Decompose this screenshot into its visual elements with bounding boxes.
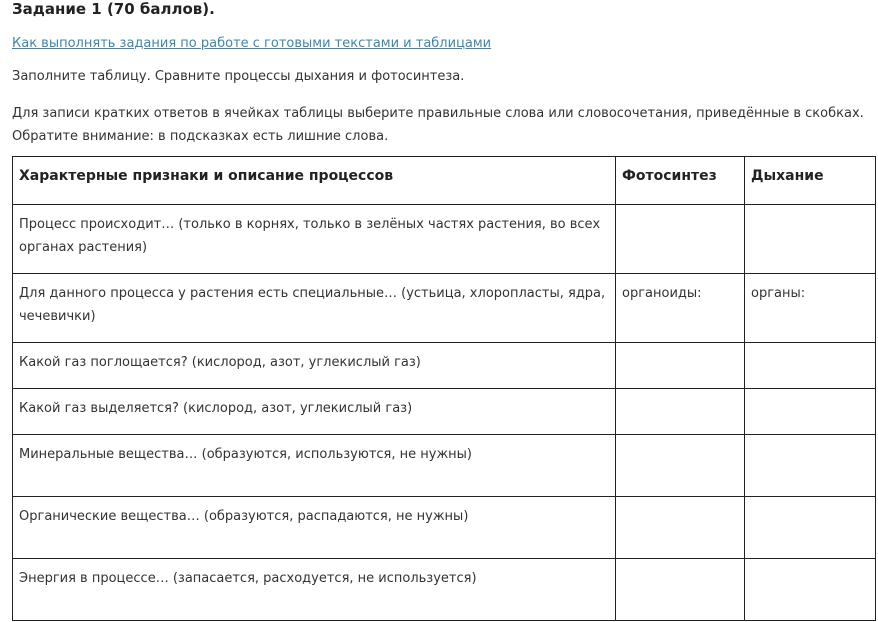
photosynthesis-answer-cell[interactable]: органоиды: (616, 274, 745, 343)
respiration-answer-cell[interactable] (745, 343, 876, 389)
table-header-row (13, 157, 876, 205)
row-question: Органические вещества… (образуются, распадаются, не нужны) (13, 497, 616, 559)
row-question: Энергия в процессе… (запасается, расходуется, не используется) (13, 559, 616, 621)
respiration-answer-cell[interactable] (745, 497, 876, 559)
respiration-answer-cell[interactable]: органы: (745, 274, 876, 343)
header-photosynthesis: Фотосинтез (616, 157, 745, 205)
respiration-answer-cell[interactable] (745, 559, 876, 621)
help-link[interactable]: Как выполнять задания по работе с готовыми текстами и таблицами (12, 36, 492, 51)
comparison-table (12, 156, 876, 621)
row-question: Процесс происходит… (только в корнях, только в зелёных частях растения, во всех органах растения) (13, 205, 616, 274)
photosynthesis-answer-cell[interactable] (616, 435, 745, 497)
photosynthesis-answer-cell[interactable] (616, 343, 745, 389)
respiration-answer-cell[interactable] (745, 389, 876, 435)
row-question: Минеральные вещества… (образуются, используются, не нужны) (13, 435, 616, 497)
table-row (13, 274, 876, 343)
respiration-answer-cell[interactable] (745, 205, 876, 274)
table-row (13, 343, 876, 389)
task-title: Задание 1 (70 баллов). (12, 0, 215, 18)
header-respiration: Дыхание (745, 157, 876, 205)
instruction-details: Для записи кратких ответов в ячейках таблицы выберите правильные слова или словосочетания, приведённые в скобках. Обратите внимание: в подсказках есть лишние слова. (12, 106, 864, 144)
header-features: Характерные признаки и описание процессов (13, 157, 616, 205)
photosynthesis-answer-cell[interactable] (616, 205, 745, 274)
row-question: Какой газ выделяется? (кислород, азот, углекислый газ) (13, 389, 616, 435)
table-row (13, 205, 876, 274)
table-row (13, 559, 876, 621)
table-row (13, 389, 876, 435)
row-question: Для данного процесса у растения есть специальные… (устьица, хлоропласты, ядра, чечевички) (13, 274, 616, 343)
photosynthesis-answer-cell[interactable] (616, 497, 745, 559)
instruction-text: Заполните таблицу. Сравните процессы дыхания и фотосинтеза. (12, 69, 465, 84)
table-row (13, 435, 876, 497)
respiration-answer-cell[interactable] (745, 435, 876, 497)
row-question: Какой газ поглощается? (кислород, азот, углекислый газ) (13, 343, 616, 389)
photosynthesis-answer-cell[interactable] (616, 389, 745, 435)
photosynthesis-answer-cell[interactable] (616, 559, 745, 621)
table-row (13, 497, 876, 559)
